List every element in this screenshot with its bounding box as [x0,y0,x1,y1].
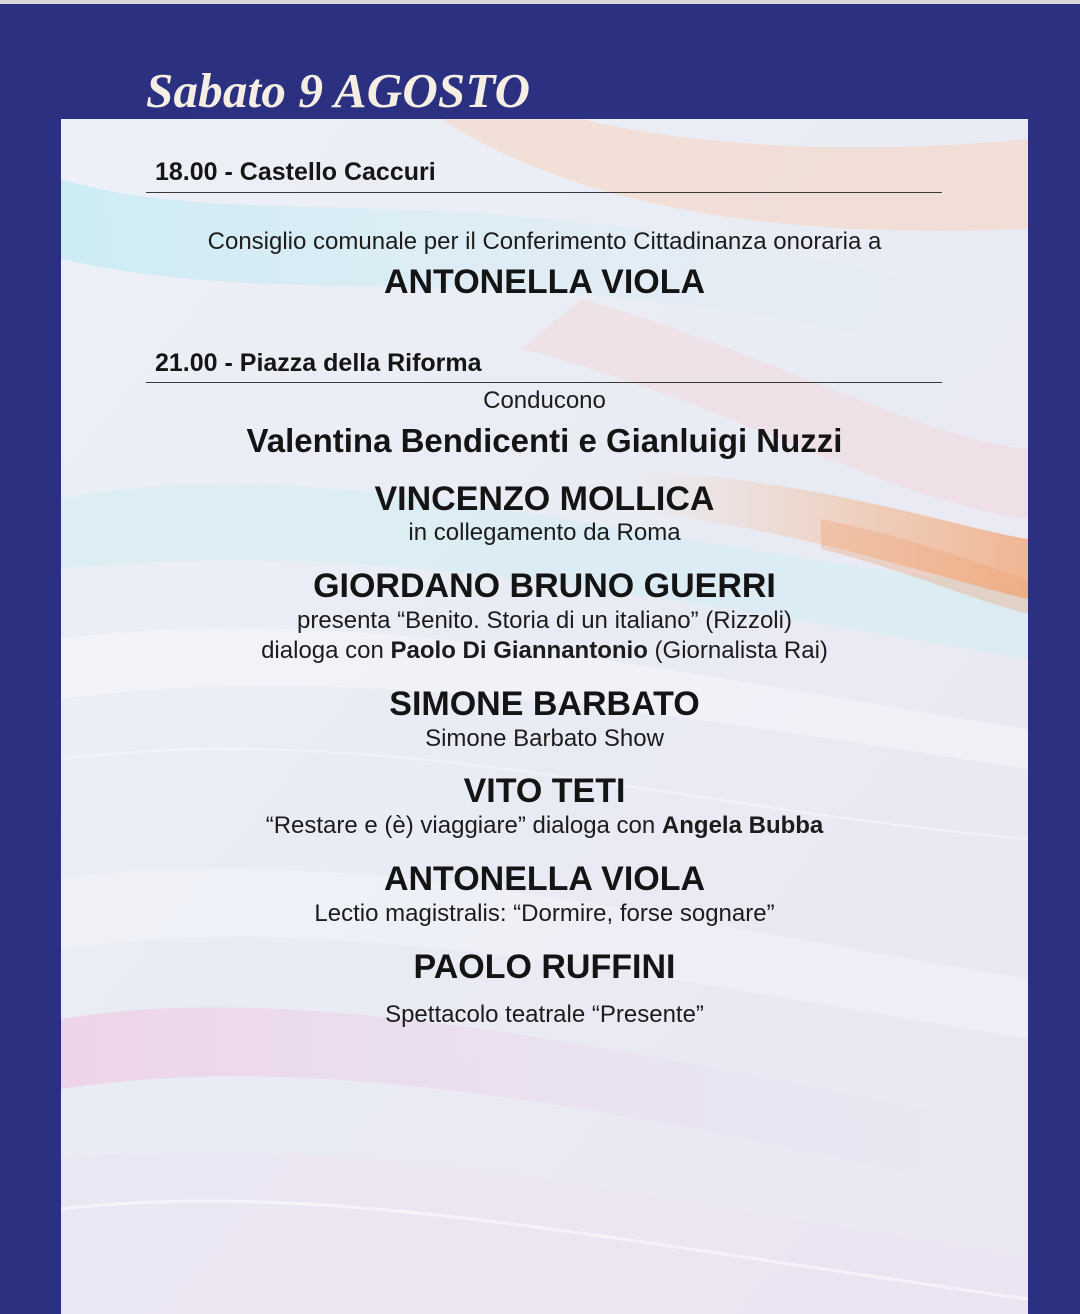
dialogue-partner: Angela Bubba [661,812,824,839]
day-title: Sabato 9 AGOSTO [146,63,531,118]
slot-heading: 18.00 - Castello Caccuri [155,158,436,186]
council-description: Consiglio comunale per il Conferimento Cittadinanza onoraria a [207,228,882,255]
guest-detail: Spettacolo teatrale “Presente” [385,1001,704,1028]
guest-name: SIMONE BARBATO [389,685,700,723]
program-panel [61,119,1028,1314]
dialogue-prefix: “Restare e (è) viaggiare” dialoga con [265,812,662,839]
dialogue-prefix: dialoga con [261,637,391,664]
hosts-names: Valentina Bendicenti e Gianluigi Nuzzi [246,422,843,459]
guest-name: GIORDANO BRUNO GUERRI [313,567,776,605]
guest-detail: Simone Barbato Show [425,725,664,752]
guest-detail-dialogue [61,811,1028,841]
guest-detail-dialogue [61,636,1028,666]
guest-detail: Lectio magistralis: “Dormire, forse sognare” [314,900,775,927]
slot-divider [146,382,942,383]
dialogue-suffix: (Giornalista Rai) [647,637,828,664]
slot-heading: 21.00 - Piazza della Riforma [155,349,482,377]
hosts-intro: Conducono [483,387,606,414]
guest-name: PAOLO RUFFINI [413,948,676,986]
program-content [61,119,1028,1314]
top-border-strip [0,0,1080,4]
guest-detail: in collegamento da Roma [408,519,681,546]
honoree-name: ANTONELLA VIOLA [383,263,706,301]
dialogue-partner: Paolo Di Giannantonio [390,637,648,664]
slot-divider [146,192,942,193]
guest-name: VITO TETI [463,772,626,810]
guest-name: VINCENZO MOLLICA [374,480,715,518]
guest-name: ANTONELLA VIOLA [383,860,706,898]
guest-detail: presenta “Benito. Storia di un italiano” (Rizzoli) [297,607,792,634]
